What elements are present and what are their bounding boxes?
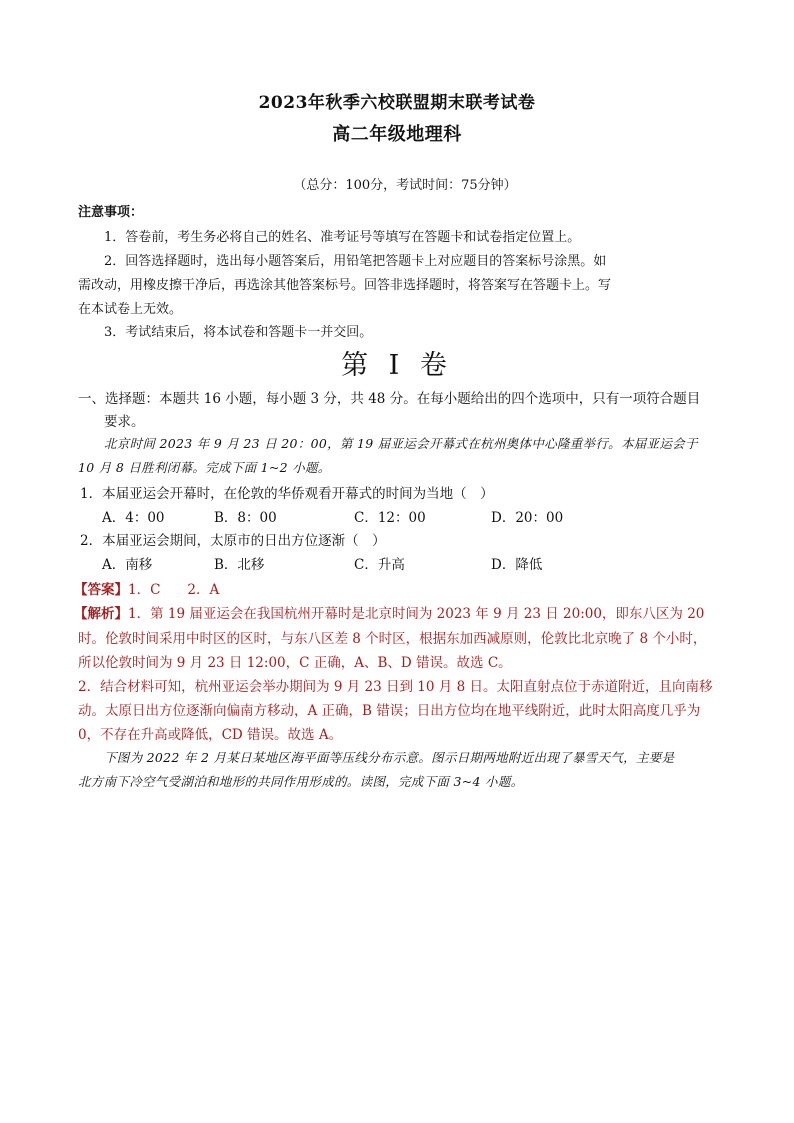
analysis-line-5: 动。太原日出方位逐渐向偏南方移动，A 正确，B 错误；日出方位均在地平线附近，此时太阳高度几乎为 xyxy=(78,703,701,719)
question-2-option-b: B．北移 xyxy=(214,557,265,573)
section-title: 第 I 卷 xyxy=(341,350,453,381)
question-2-option-c: C．升高 xyxy=(354,557,405,573)
passage-1-line-1: 北京时间 2023 年 9 月 23 日 20：00，第 19 届亚运会开幕式在杭州奥体中心隆重举行。本届亚运会于 xyxy=(104,436,698,451)
answer-text: 1．C 2．A xyxy=(128,582,220,598)
note-item-2-line-3: 在本试卷上无效。 xyxy=(78,302,183,317)
analysis-label: 【解析】 xyxy=(74,606,128,622)
question-1-option-c: C．12：00 xyxy=(354,510,426,526)
passage-2-line-2: 北方南下冷空气受湖泊和地形的共同作用形成的。读图，完成下面 3~4 小题。 xyxy=(78,774,524,789)
answer-line xyxy=(74,578,219,598)
note-item-2-line-1: 2．回答选择题时，选出每小题答案后，用铅笔把答题卡上对应题目的答案标号涂黑。如 xyxy=(104,254,607,269)
passage-2-line-1: 下图为 2022 年 2 月某日某地区海平面等压线分布示意。图示日期两地附近出现了暴雪天气，主要是 xyxy=(104,750,675,765)
section-intro-line-2: 要求。 xyxy=(104,414,145,430)
exam-meta: （总分：100分，考试时间：75分钟） xyxy=(293,178,517,193)
notes-heading: 注意事项： xyxy=(78,205,144,220)
question-1-option-d: D．20：00 xyxy=(491,510,564,526)
question-2-option-a: A．南移 xyxy=(102,557,153,573)
question-1-option-a: A．4：00 xyxy=(102,510,165,526)
analysis-line-6: 0，不存在升高或降低，CD 错误。故选 A。 xyxy=(78,727,343,743)
question-1-option-b: B．8：00 xyxy=(214,510,277,526)
question-1-stem: 1．本届亚运会开幕时，在伦敦的华侨观看开幕式的时间为当地（ ） xyxy=(80,486,494,502)
note-item-3: 3．考试结束后，将本试卷和答题卡一并交回。 xyxy=(104,325,373,340)
passage-1-line-2: 10 月 8 日胜利闭幕。完成下面 1~2 小题。 xyxy=(78,460,331,475)
analysis-line-2: 时。伦敦时间采用中时区的区时，与东八区差 8 个时区，根据东加西减原则，伦敦比北京晚了 8 个小时， xyxy=(78,631,707,647)
note-item-2-line-2: 需改动，用橡皮擦干净后，再选涂其他答案标号。回答非选择题时，将答案写在答题卡上。写 xyxy=(78,278,612,293)
section-intro-line-1: 一、选择题：本题共 16 小题，每小题 3 分，共 48 分。在每小题给出的四个选项中，只有一项符合题目 xyxy=(78,391,701,407)
analysis-text-1: 1．第 19 届亚运会在我国杭州开幕时是北京时间为 2023 年 9 月 23 日 20:00，即东八区为 20 xyxy=(128,606,705,622)
question-2-option-d: D．降低 xyxy=(491,557,543,573)
answer-label: 【答案】 xyxy=(74,582,128,598)
note-item-1: 1．答卷前，考生务必将自己的姓名、准考证号等填写在答题卡和试卷指定位置上。 xyxy=(104,230,581,245)
analysis-line-4: 2．结合材料可知，杭州亚运会举办期间为 9 月 23 日到 10 月 8 日。太阳直射点位于赤道附近，且向南移 xyxy=(78,679,713,695)
exam-title: 2023年秋季六校联盟期末联考试卷 xyxy=(258,93,536,113)
analysis-line-3: 所以伦敦时间为 9 月 23 日 12:00，C 正确，A、B、D 错误。故选 C。 xyxy=(78,655,512,671)
question-2-stem: 2．本届亚运会期间，太原市的日出方位逐渐（ ） xyxy=(80,533,386,549)
exam-subtitle: 高二年级地理科 xyxy=(332,124,462,145)
analysis-line-1 xyxy=(74,602,704,622)
